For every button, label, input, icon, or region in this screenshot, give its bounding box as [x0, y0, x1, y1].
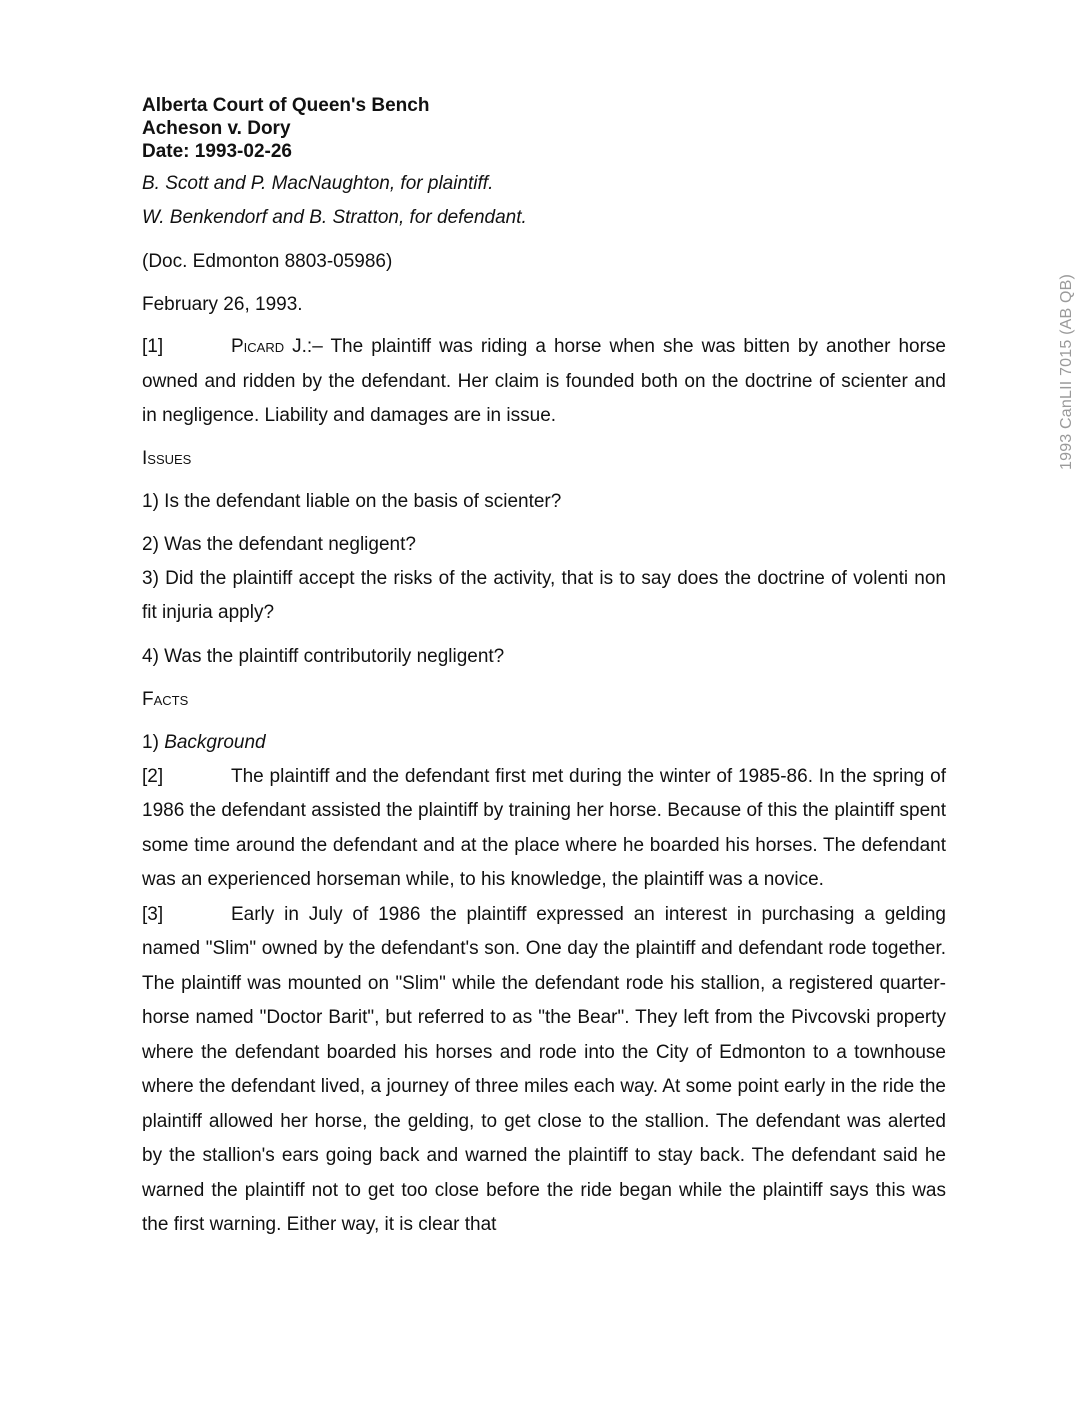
paragraph-text: The plaintiff was riding a horse when she was bitten by another horse owned and ridden by the defendant. Her claim is founded both on the doctrine of scienter and in negligence. Liability and damages are in issue.: [142, 336, 946, 426]
issues-heading: Issues: [142, 447, 192, 469]
paragraph-text: Early in July of 1986 the plaintiff expressed an interest in purchasing a gelding named "Slim" owned by the defendant's son. One day the plaintiff and defendant rode together. The plaintiff was mounted on "Slim" while the defendant rode his stallion, a registered quarter-horse named "Doctor Barit", but referred to as "the Bear". They left from the Pivcovski property where the defendant boarded his horses and rode into the City of Edmonton to a townhouse where the defendant lived, a journey of three miles each way. At some point early in the ride the plaintiff allowed her horse, the gelding, to get close to the stallion. The defendant was alerted by the stallion's ears going back and warned the plaintiff to stay back. The defendant said he warned the plaintiff not to get too close before the ride began while the plaintiff says this was the first warning. Either way, it is clear that: [142, 903, 946, 1235]
document-body: [142, 94, 946, 1243]
decision-date: February 26, 1993.: [142, 294, 303, 315]
subheading-title: Background: [164, 731, 266, 753]
court-name: Alberta Court of Queen's Bench: [142, 95, 430, 116]
paragraph-text: The plaintiff and the defendant first met during the winter of 1985-86. In the spring of 1986 the defendant assisted the plaintiff by training her horse. Because of this the plaintiff spent some time around the defendant and at the place where he boarded his horses. The defendant was an experienced horseman while, to his knowledge, the plaintiff was a novice.: [142, 765, 946, 890]
counsel-defendant: W. Benkendorf and B. Stratton, for defendant.: [142, 207, 527, 228]
facts-heading: Facts: [142, 688, 189, 710]
paragraph-number: [3]: [142, 903, 164, 925]
paragraph-number: [1]: [142, 336, 164, 357]
facts-subheading: [142, 726, 946, 760]
issue-item: 3) Did the plaintiff accept the risks of the activity, that is to say does the doctrine of volenti non fit injuria apply?: [142, 567, 946, 623]
issue-item: 4) Was the plaintiff contributorily negligent?: [142, 645, 505, 667]
paragraph-number: [2]: [142, 765, 164, 787]
paragraph-2: [142, 760, 946, 898]
judgment-date: Date: 1993-02-26: [142, 141, 292, 162]
judge-name: Picard J.:–: [231, 336, 323, 357]
case-name: Acheson v. Dory: [142, 118, 291, 139]
canlii-citation-watermark: 1993 CanLII 7015 (AB QB): [1058, 273, 1075, 470]
paragraph-3: [142, 898, 946, 1243]
issue-item: 2) Was the defendant negligent?: [142, 533, 416, 555]
subheading-number: 1): [142, 731, 165, 753]
issue-item: 1) Is the defendant liable on the basis of scienter?: [142, 490, 562, 512]
doc-number: (Doc. Edmonton 8803-05986): [142, 251, 393, 272]
counsel-plaintiff: B. Scott and P. MacNaughton, for plaintiff.: [142, 173, 494, 194]
paragraph-1: [142, 330, 946, 434]
